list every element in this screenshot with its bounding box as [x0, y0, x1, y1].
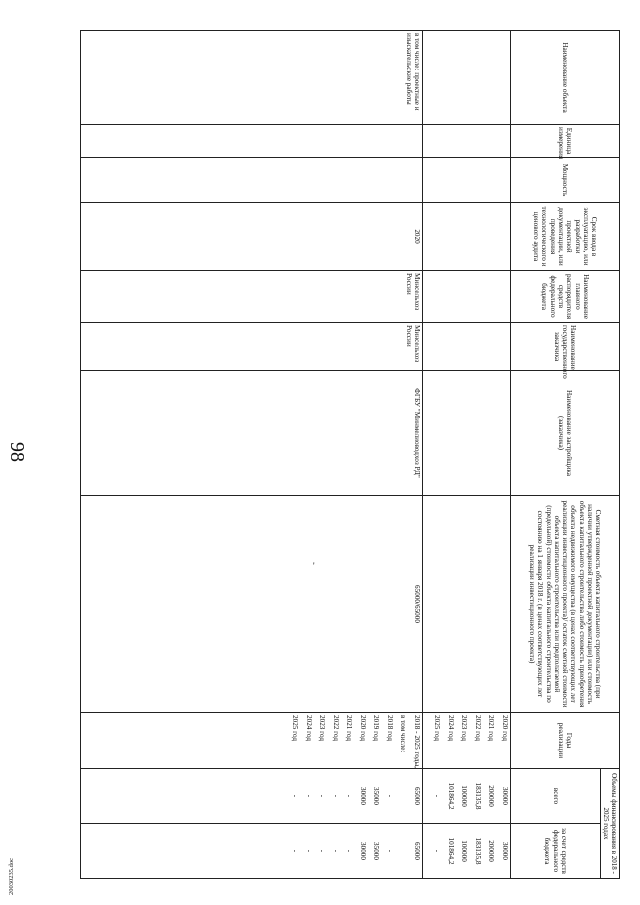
stray-mark: '	[313, 561, 315, 571]
value-cell: -	[318, 794, 327, 798]
value-cell: 30000	[358, 842, 367, 860]
value-cell: 101864,2	[446, 837, 455, 865]
investment-table	[80, 30, 620, 879]
cell-empty	[422, 158, 510, 203]
sub-federal-values	[81, 824, 423, 879]
header-state-customer: Наименование государственного заказчика	[510, 323, 619, 371]
value-cell	[394, 771, 408, 821]
sub-developer: ФГБУ "Минмелиоводхоз РД"	[81, 371, 423, 496]
sub-state-customer: Минсельхоз России	[81, 323, 423, 371]
value-cell: -	[345, 849, 354, 853]
federal-values	[422, 824, 510, 879]
sub-capacity	[81, 158, 423, 203]
year-cell: 2018 год	[385, 715, 394, 741]
value-cell: 200000	[487, 785, 496, 807]
rotated-table-container	[80, 30, 620, 878]
year-cell: 2025 год	[433, 715, 442, 741]
value-cell: -	[433, 794, 442, 798]
year-cell: 2024 год	[446, 715, 455, 741]
value-cell: 35000	[372, 787, 381, 805]
year-cell: 2023 год	[460, 715, 469, 741]
value-cell: 200000	[487, 840, 496, 862]
year-cell: 2020 год	[500, 715, 509, 741]
year-cell: 2022 год	[473, 715, 482, 741]
sub-years-list	[81, 713, 423, 769]
year-cell: 2023 год	[318, 715, 327, 741]
header-object-name: Наименование объекта	[510, 31, 619, 125]
header-developer: Наименование застройщика (заказчика)	[510, 371, 619, 496]
value-cell: 101864,2	[446, 782, 455, 810]
cell-empty	[422, 271, 510, 323]
value-cell: -	[291, 849, 300, 853]
value-cell: -	[345, 794, 354, 798]
value-cell: 65000	[412, 787, 421, 805]
header-federal: за счет средств федерального бюджета	[510, 824, 600, 879]
page-number: 98	[6, 442, 28, 462]
sub-commissioning: 2020	[81, 203, 423, 271]
year-cell: 2018 - 2025 годы,	[412, 715, 421, 768]
value-cell: 183135,8	[473, 837, 482, 865]
sub-total-values	[81, 769, 423, 824]
cell-empty	[422, 371, 510, 496]
value-cell: -	[385, 794, 394, 798]
cell-empty	[422, 31, 510, 125]
header-total: всего	[510, 769, 600, 824]
cell-empty	[422, 323, 510, 371]
sub-unit	[81, 125, 423, 158]
value-cell: -	[304, 849, 313, 853]
value-cell: -	[304, 794, 313, 798]
value-cell: 183135,8	[473, 782, 482, 810]
header-funding-group: Объемы финансирования в 2018 - 2025 годах	[600, 769, 619, 879]
value-cell: 30000	[500, 842, 509, 860]
value-cell: -	[331, 794, 340, 798]
cell-empty	[422, 496, 510, 713]
year-cell: 2019 год	[372, 715, 381, 741]
year-cell: 2021 год	[487, 715, 496, 741]
value-cell: 35000	[372, 842, 381, 860]
value-cell: -	[433, 849, 442, 853]
value-cell: 100000	[460, 785, 469, 807]
total-values	[422, 769, 510, 824]
sub-chief-manager: Минсельхоз России	[81, 271, 423, 323]
header-estimated-cost: Сметная стоимость объекта капитального строительства (при наличии утвержденной проектной документации) или стоимость объекта капитального строительства либо стоимость приобретения объекта недвижимого имущества (в ценах соответствующих лет реализации инвестиционного проекта)/ остаток сметной стоимости объекта капитального строительства или предполагаемой (предельной) стоимости объекта капитального строительства по состоянию на 1 января 2018 г. (в ценах соответствующих лет реализации инвестиционного проекта)	[510, 496, 619, 713]
value-cell: 30000	[358, 787, 367, 805]
year-cell: 2024 год	[304, 715, 313, 741]
year-cell: 2022 год	[331, 715, 340, 741]
year-cell: в том числе:	[399, 715, 408, 753]
header-unit: Единица измерения	[510, 125, 619, 158]
header-commissioning: Срок ввода в эксплуатацию, или разработки проектной документации, или проведения технологического и ценового аудита	[510, 203, 619, 271]
value-cell: 100000	[460, 840, 469, 862]
sub-object-name: в том числе: проектные и изыскательские работы	[81, 31, 423, 125]
cell-empty	[422, 125, 510, 158]
header-capacity: Мощность	[510, 158, 619, 203]
value-cell: -	[318, 849, 327, 853]
cell-empty	[422, 203, 510, 271]
value-cell: -	[385, 849, 394, 853]
header-chief-manager: Наименование главного распорядителя средств федерального бюджета	[510, 271, 619, 323]
value-cell: -	[291, 794, 300, 798]
year-cell: 2025 год	[291, 715, 300, 741]
value-cell: -	[331, 849, 340, 853]
sub-estimated-cost: 65000/65000	[81, 496, 423, 713]
year-cell: 2021 год	[345, 715, 354, 741]
value-cell	[394, 826, 408, 876]
value-cell: 30000	[500, 787, 509, 805]
header-years: Годы реализации	[510, 713, 619, 769]
years-list	[422, 713, 510, 769]
value-cell: 65000	[412, 842, 421, 860]
document-footer: 20030235.doc	[8, 857, 15, 895]
year-cell: 2020 год	[358, 715, 367, 741]
